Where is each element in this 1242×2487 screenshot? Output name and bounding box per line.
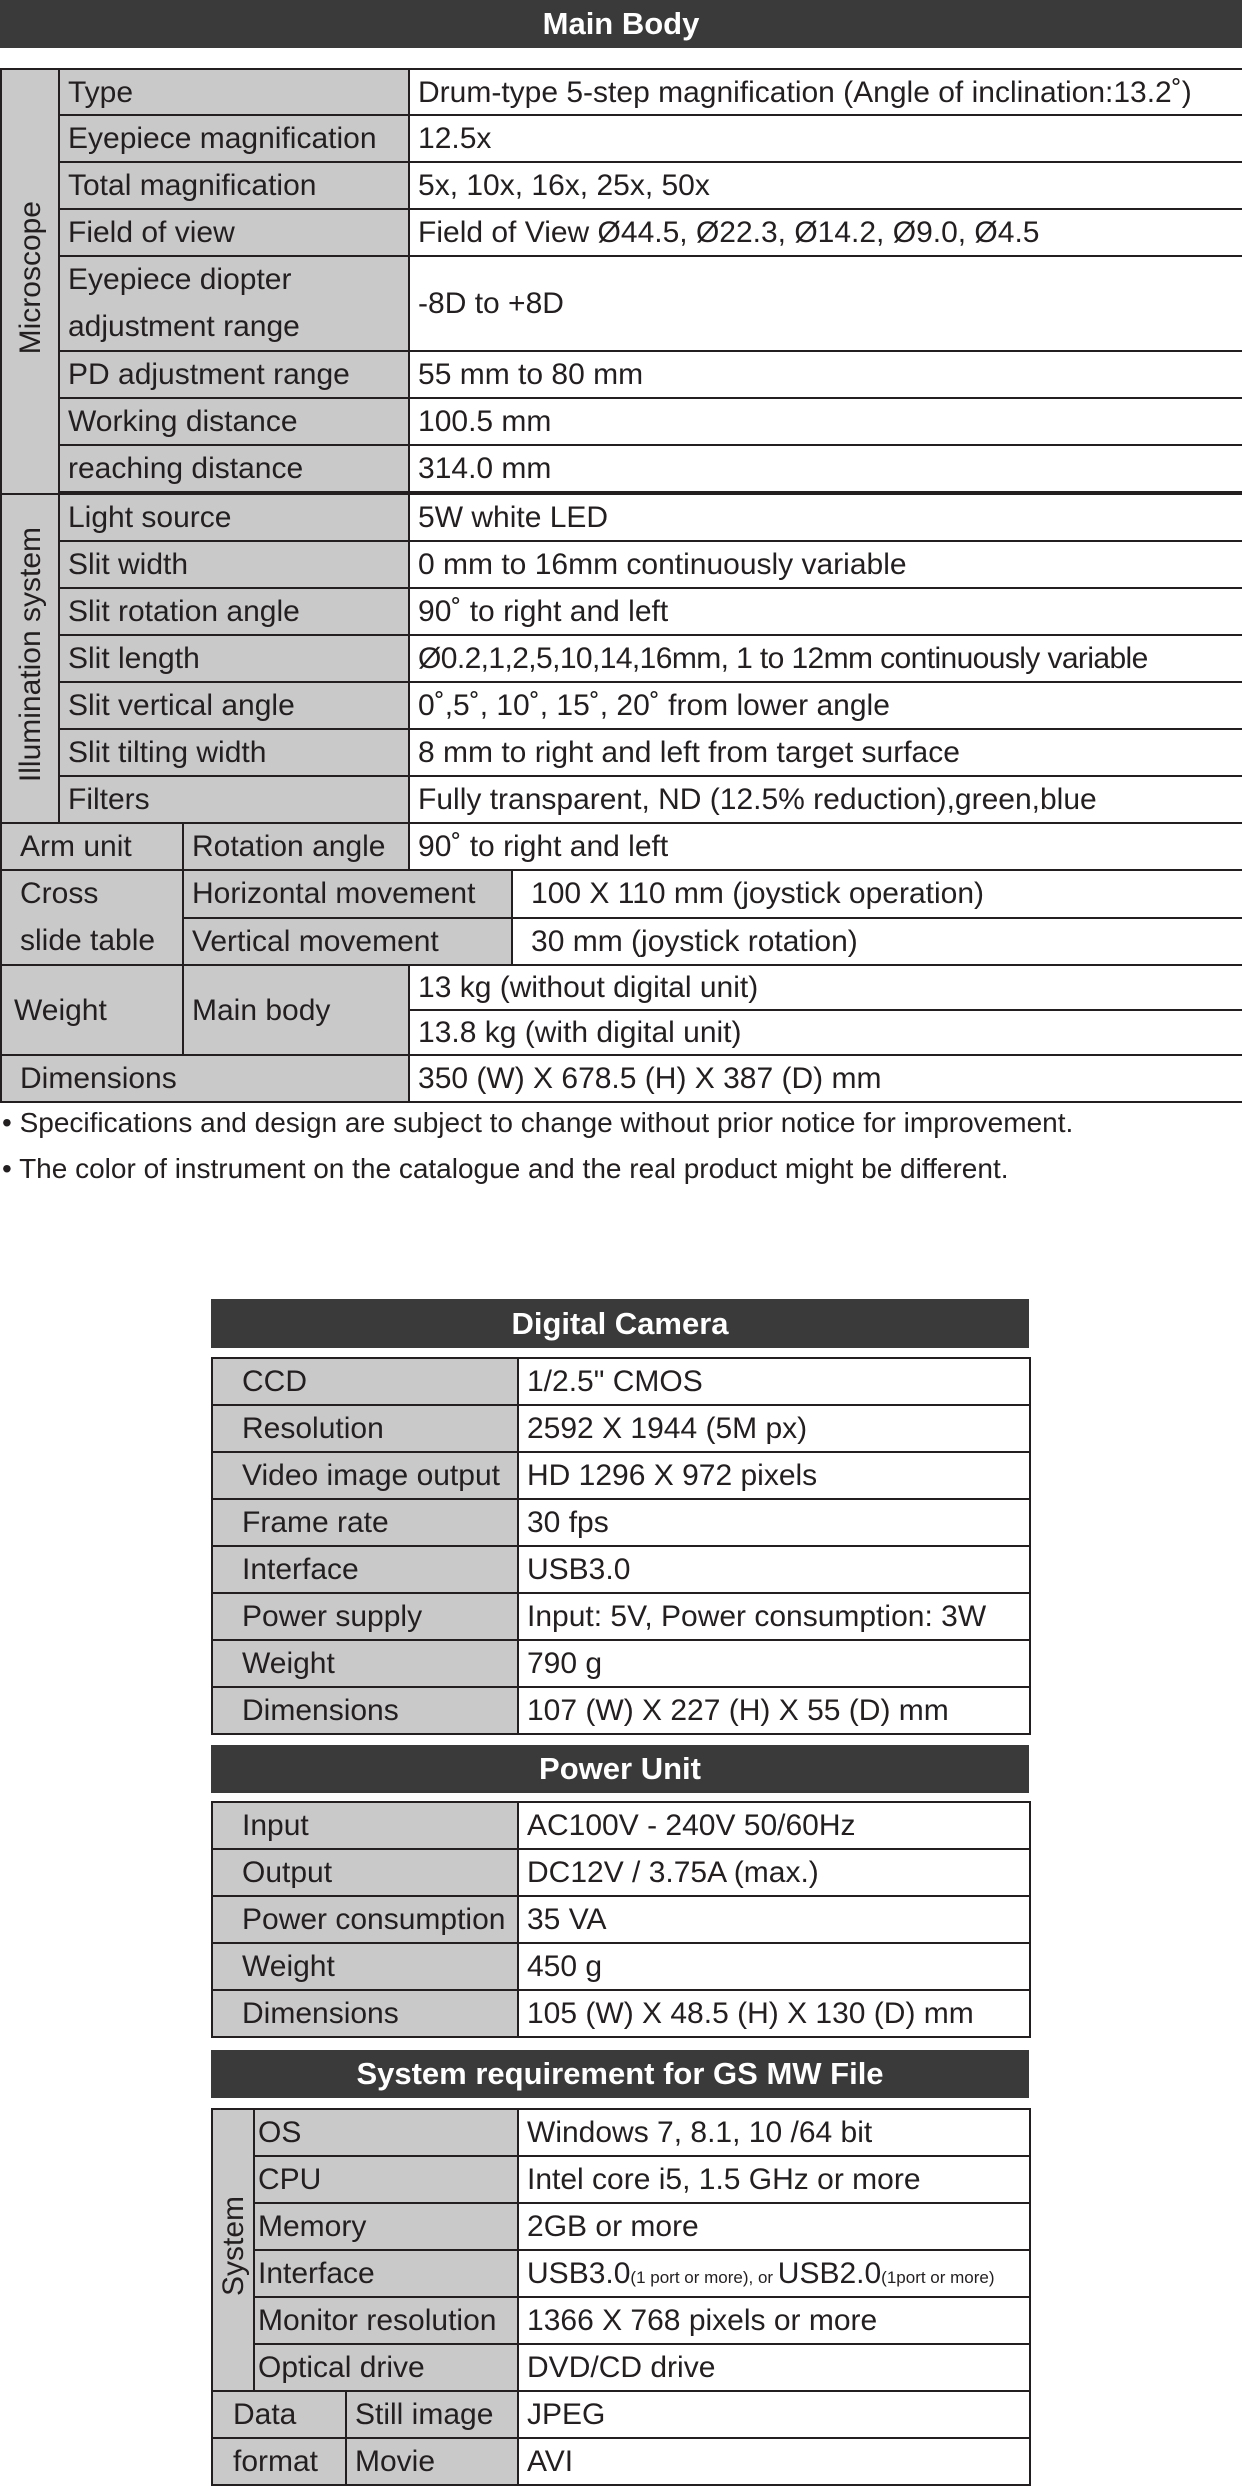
spec-label: Dimensions [212, 1990, 518, 2037]
spec-value: 450 g [518, 1943, 1030, 1990]
spec-row [212, 2203, 1030, 2250]
interface-usb2: USB2.0 [777, 2257, 882, 2290]
spec-row [212, 1802, 1030, 1849]
system-requirement-title: System requirement for GS MW File [356, 2056, 884, 2091]
spec-row [1, 115, 1242, 162]
spec-value: Ø0.2,1,2,5,10,14,16mm, 1 to 12mm continuously variable [409, 635, 1242, 682]
spec-value: Intel core i5, 1.5 GHz or more [518, 2156, 1030, 2203]
spec-row [212, 1405, 1030, 1452]
spec-label: reaching distance [59, 445, 409, 492]
spec-value: AVI [518, 2438, 1030, 2485]
spec-label: Weight [212, 1640, 518, 1687]
spec-label: Movie [346, 2438, 518, 2485]
digital-camera-header [211, 1299, 1029, 1348]
system-requirement-table [211, 2108, 1031, 2486]
spec-label: Slit length [59, 635, 409, 682]
spec-label: CCD [212, 1358, 518, 1405]
spec-value: 0 mm to 16mm continuously variable [409, 541, 1242, 588]
spec-value: 0˚,5˚, 10˚, 15˚, 20˚ from lower angle [409, 682, 1242, 729]
spec-row [212, 2156, 1030, 2203]
spec-value: Input: 5V, Power consumption: 3W [518, 1593, 1030, 1640]
main-body-title: Main Body [542, 6, 700, 41]
spec-row [1, 398, 1242, 445]
spec-label: Filters [59, 776, 409, 823]
weight-group: Weight [1, 965, 183, 1055]
spec-row [1, 1055, 1242, 1102]
system-requirement-header [211, 2050, 1029, 2098]
spec-label: CPU [254, 2156, 518, 2203]
spec-value: Drum-type 5-step magnification (Angle of inclination:13.2˚) [409, 69, 1242, 115]
spec-value: 5W white LED [409, 494, 1242, 541]
spec-row [1, 162, 1242, 209]
power-unit-table [211, 1801, 1031, 2038]
spec-label: Eyepiece magnification [59, 115, 409, 162]
spec-label: Dimensions [1, 1055, 409, 1102]
spec-row [212, 1358, 1030, 1405]
spec-label: Optical drive [254, 2344, 518, 2391]
spec-label: Main body [183, 965, 409, 1055]
spec-row [212, 2297, 1030, 2344]
spec-row [212, 1849, 1030, 1896]
spec-row [1, 965, 1242, 1010]
main-body-table [0, 68, 1242, 1103]
spec-value: Windows 7, 8.1, 10 /64 bit [518, 2109, 1030, 2156]
spec-row [212, 1452, 1030, 1499]
spec-value: Fully transparent, ND (12.5% reduction),green,blue [409, 776, 1242, 823]
spec-label: Power consumption [212, 1896, 518, 1943]
spec-label: Slit vertical angle [59, 682, 409, 729]
spec-row [212, 1640, 1030, 1687]
spec-row [1, 351, 1242, 398]
illumination-group: Illumination system [1, 494, 59, 823]
spec-value: 790 g [518, 1640, 1030, 1687]
spec-row [1, 729, 1242, 776]
spec-row [1, 69, 1242, 115]
spec-row [212, 2344, 1030, 2391]
main-body-header [0, 0, 1242, 48]
spec-value: 1366 X 768 pixels or more [518, 2297, 1030, 2344]
spec-row [212, 1896, 1030, 1943]
spec-value: 8 mm to right and left from target surface [409, 729, 1242, 776]
spec-row [1, 588, 1242, 635]
spec-label: Total magnification [59, 162, 409, 209]
spec-value: 5x, 10x, 16x, 25x, 50x [409, 162, 1242, 209]
power-unit-header [211, 1745, 1029, 1793]
spec-label: Input [212, 1802, 518, 1849]
spec-value: 107 (W) X 227 (H) X 55 (D) mm [518, 1687, 1030, 1734]
system-group: System [212, 2109, 254, 2391]
spec-label: Interface [212, 1546, 518, 1593]
note-line: • Specifications and design are subject to change without prior notice for improvement. [2, 1107, 1074, 1138]
spec-row [1, 682, 1242, 729]
spec-value: 314.0 mm [409, 445, 1242, 492]
spec-label: Slit tilting width [59, 729, 409, 776]
spec-value: 13 kg (without digital unit) [409, 965, 1242, 1010]
spec-row [212, 1687, 1030, 1734]
spec-label: Interface [254, 2250, 518, 2297]
spec-value: 2GB or more [518, 2203, 1030, 2250]
spec-row [212, 1593, 1030, 1640]
spec-value: 13.8 kg (with digital unit) [409, 1010, 1242, 1055]
spec-label: Type [59, 69, 409, 115]
spec-label: PD adjustment range [59, 351, 409, 398]
spec-value: 30 fps [518, 1499, 1030, 1546]
spec-label: Light source [59, 494, 409, 541]
spec-row [212, 2109, 1030, 2156]
spec-row [1, 256, 1242, 351]
spec-value: -8D to +8D [409, 256, 1242, 351]
spec-value [518, 2250, 1030, 2297]
spec-label: Rotation angle [183, 823, 409, 870]
spec-value: 30 mm (joystick rotation) [512, 918, 1242, 966]
spec-row [212, 2391, 1030, 2438]
spec-value: JPEG [518, 2391, 1030, 2438]
spec-row [1, 823, 1242, 870]
spec-value: 2592 X 1944 (5M px) [518, 1405, 1030, 1452]
interface-usb3: USB3.0 [527, 2257, 631, 2290]
spec-row [1, 776, 1242, 823]
spec-row [1, 445, 1242, 492]
cross-slide-group: Cross slide table [1, 870, 183, 965]
spec-label: Still image [346, 2391, 518, 2438]
power-unit-title: Power Unit [539, 1751, 701, 1786]
spec-value: AC100V - 240V 50/60Hz [518, 1802, 1030, 1849]
spec-value: 90˚ to right and left [409, 823, 1242, 870]
spec-value: 35 VA [518, 1896, 1030, 1943]
spec-row [212, 2438, 1030, 2485]
spec-label: Working distance [59, 398, 409, 445]
spec-label: Frame rate [212, 1499, 518, 1546]
spec-label: Slit rotation angle [59, 588, 409, 635]
spec-value: 100.5 mm [409, 398, 1242, 445]
spec-label: Power supply [212, 1593, 518, 1640]
spec-label: Output [212, 1849, 518, 1896]
spec-value: 12.5x [409, 115, 1242, 162]
data-format-group-line1: Data [212, 2391, 346, 2438]
spec-label: Memory [254, 2203, 518, 2250]
spec-label: Horizontal movement [183, 870, 512, 918]
note-line: • The color of instrument on the catalogue and the real product might be different. [2, 1153, 1009, 1184]
spec-label: Video image output [212, 1452, 518, 1499]
spec-value: Field of View Ø44.5, Ø22.3, Ø14.2, Ø9.0, Ø4.5 [409, 209, 1242, 256]
spec-value: 350 (W) X 678.5 (H) X 387 (D) mm [409, 1055, 1242, 1102]
spec-row [1, 870, 1242, 918]
spec-row [212, 1943, 1030, 1990]
spec-row [1, 541, 1242, 588]
spec-row [212, 1499, 1030, 1546]
spec-value: DC12V / 3.75A (max.) [518, 1849, 1030, 1896]
arm-unit-group: Arm unit [1, 823, 183, 870]
microscope-group: Microscope [1, 69, 59, 494]
spec-row [212, 1546, 1030, 1593]
spec-value: 100 X 110 mm (joystick operation) [512, 870, 1242, 918]
spec-value: DVD/CD drive [518, 2344, 1030, 2391]
spec-value: HD 1296 X 972 pixels [518, 1452, 1030, 1499]
interface-usb2-note: (1port or more) [881, 2268, 995, 2287]
spec-value: 105 (W) X 48.5 (H) X 130 (D) mm [518, 1990, 1030, 2037]
digital-camera-table [211, 1357, 1031, 1735]
spec-label: Resolution [212, 1405, 518, 1452]
spec-label: Vertical movement [183, 918, 512, 966]
spec-label: Weight [212, 1943, 518, 1990]
spec-label: Dimensions [212, 1687, 518, 1734]
spec-row [212, 2250, 1030, 2297]
interface-usb3-note: (1 port or more), or [630, 2268, 778, 2287]
spec-row [1, 918, 1242, 966]
spec-label: Monitor resolution [254, 2297, 518, 2344]
digital-camera-title: Digital Camera [511, 1305, 729, 1341]
spec-label: OS [254, 2109, 518, 2156]
spec-label: Slit width [59, 541, 409, 588]
spec-value: 55 mm to 80 mm [409, 351, 1242, 398]
spec-row [1, 494, 1242, 541]
spec-value: 90˚ to right and left [409, 588, 1242, 635]
spec-row [1, 209, 1242, 256]
spec-label: Eyepiece diopter adjustment range [59, 256, 409, 351]
spec-row [212, 1990, 1030, 2037]
spec-label: Field of view [59, 209, 409, 256]
spec-value: USB3.0 [518, 1546, 1030, 1593]
spec-value: 1/2.5" CMOS [518, 1358, 1030, 1405]
data-format-group-line2: format [212, 2438, 346, 2485]
spec-row [1, 635, 1242, 682]
